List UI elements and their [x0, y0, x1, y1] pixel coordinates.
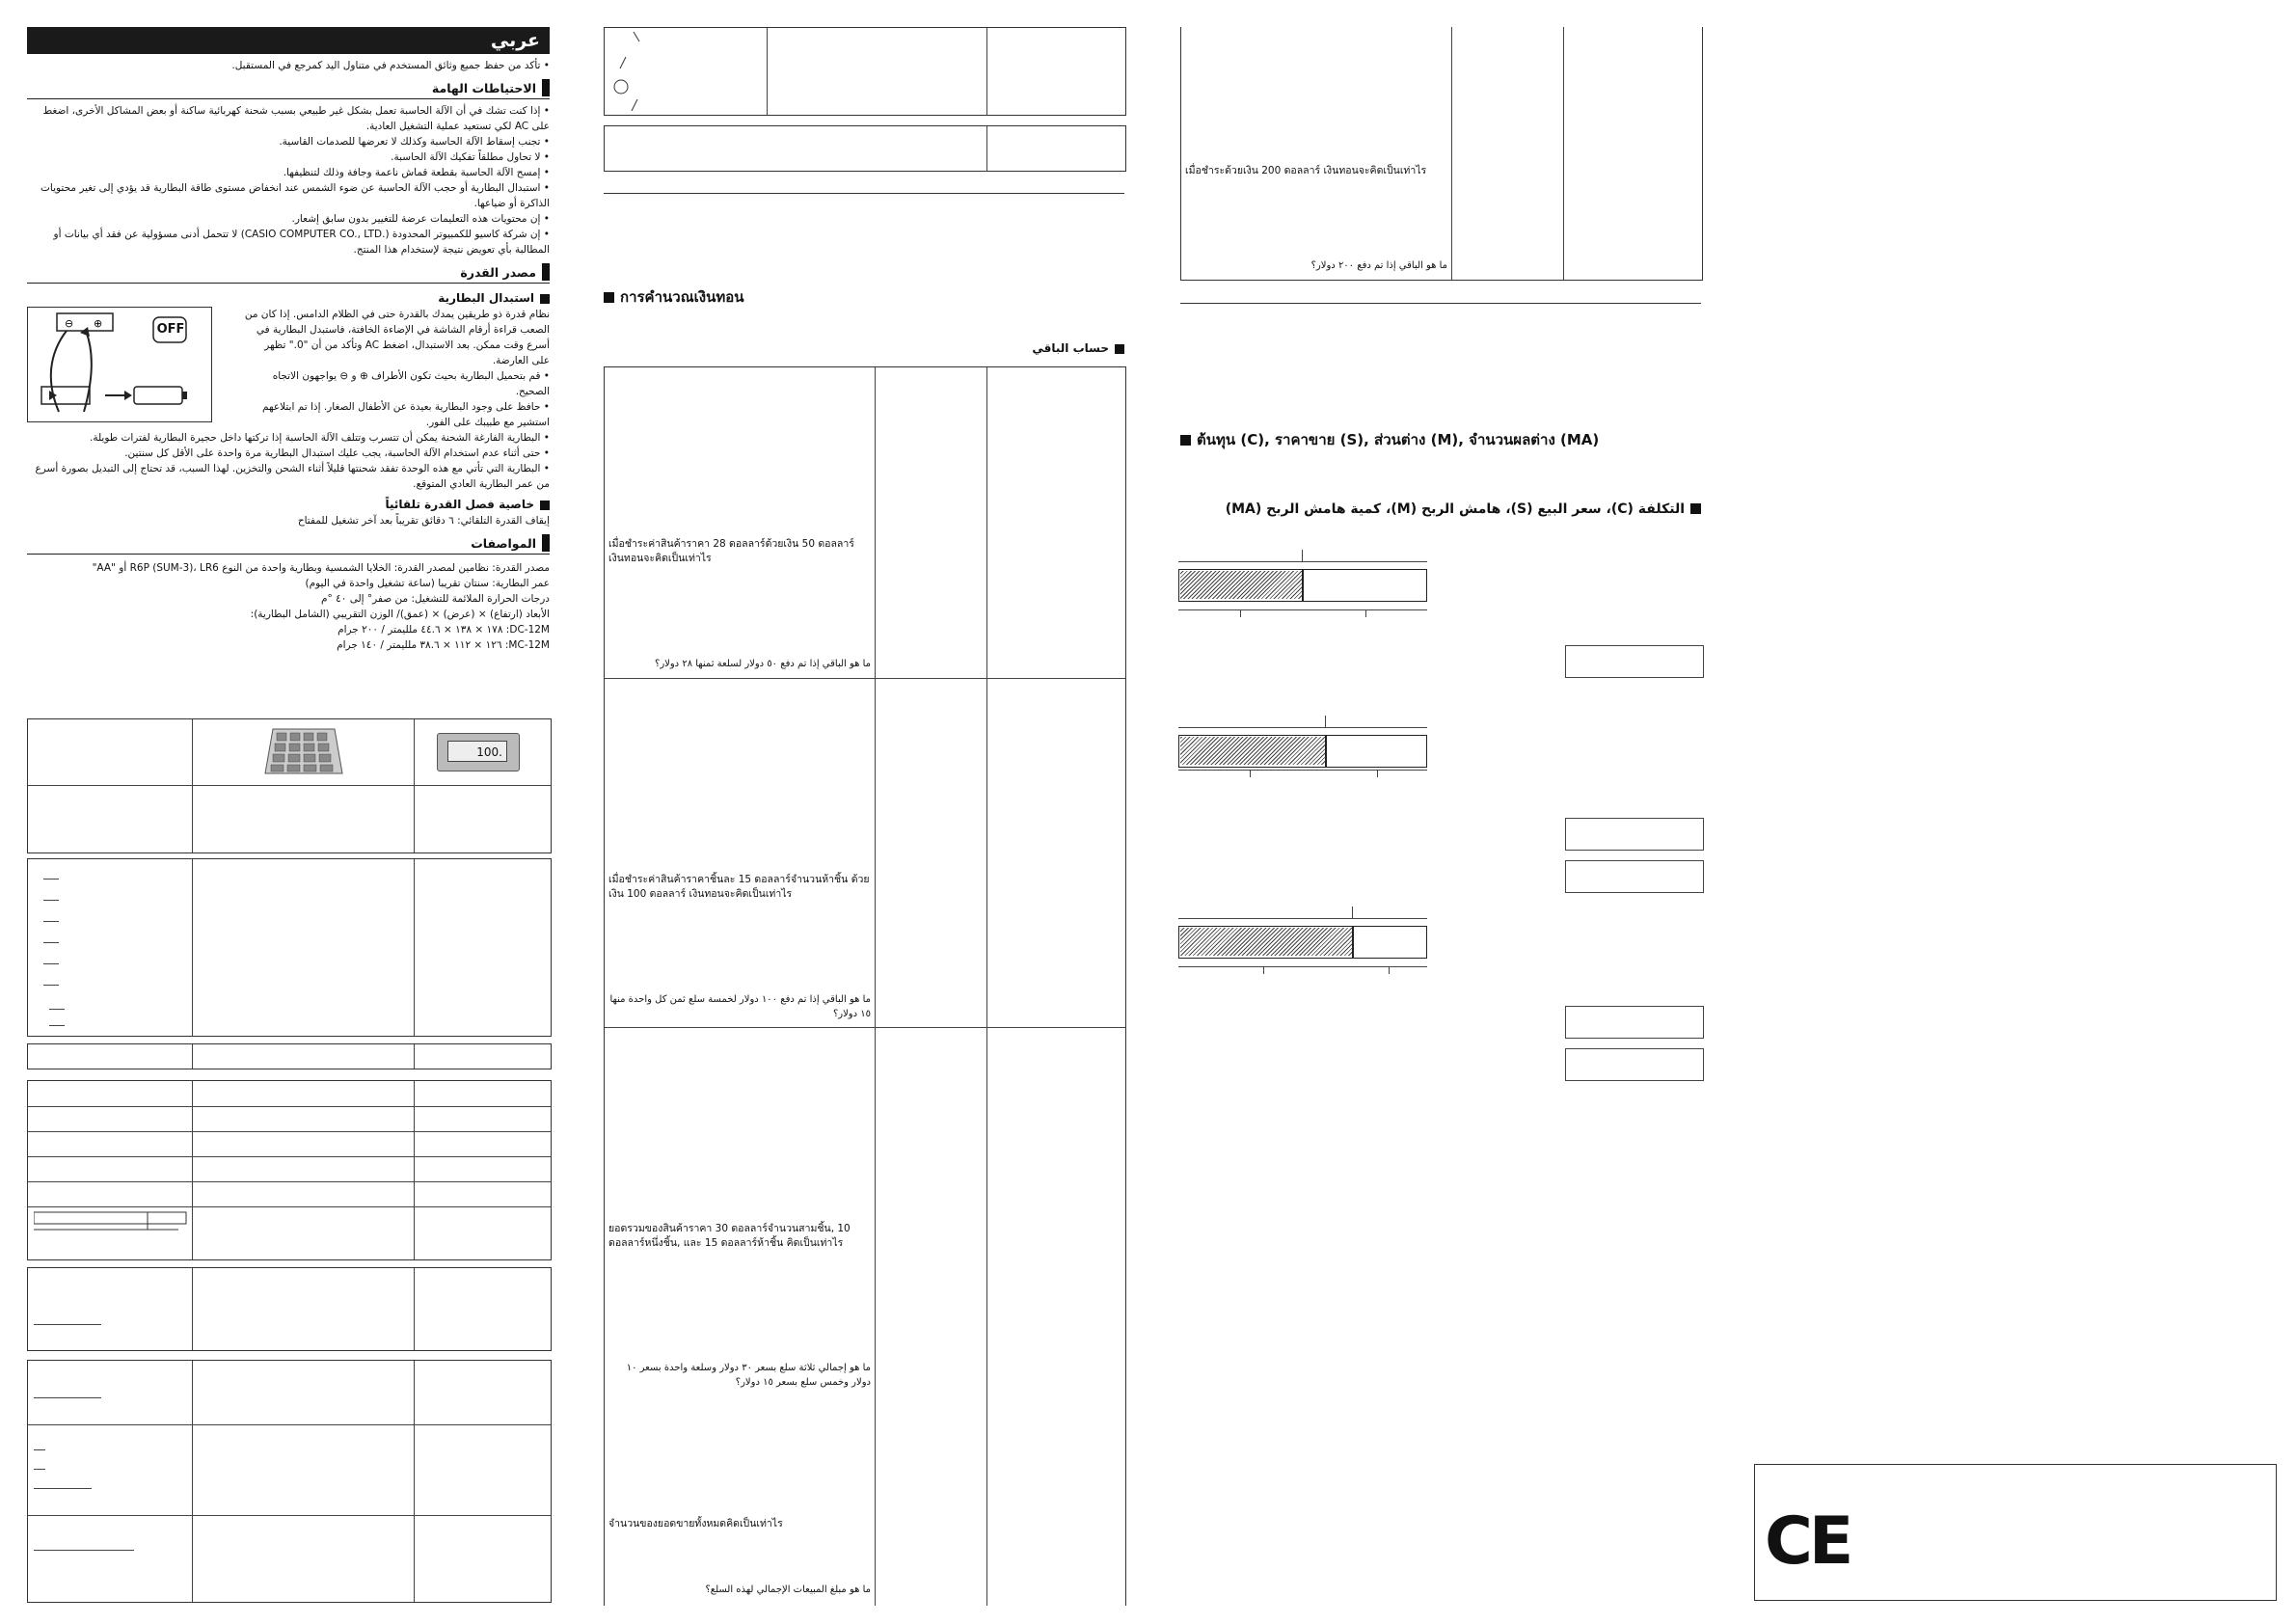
divider: [604, 193, 1124, 194]
divider: [1180, 303, 1701, 304]
precautions-list: [27, 103, 550, 257]
bar-hatched-cost: [1180, 571, 1302, 599]
battery-line: • حتى أثناء عدم استخدام الآلة الحاسبة، يجب عليك استبدال البطارية مرة واحدة على الأقل كل سنتين.: [124, 447, 550, 459]
specs-list: [27, 560, 550, 653]
battery-line: استشير مع طبيبك على الفور.: [425, 417, 550, 428]
precaution-line: المطالبة بأي تعويض نتيجة لإستخدام هذا المنتج.: [353, 244, 550, 256]
keypad-display-table: [27, 718, 552, 853]
svg-text:⊖: ⊖: [65, 317, 74, 330]
question-thai: เมื่อชำระค่าสินค้าราคาชิ้นละ 15 ดอลลาร์จำนวนห้าชิ้น ด้วยเงิน 100 ดอลลาร์ เงินทอนจะคิดเป็นเท่าไร: [608, 874, 870, 900]
question-thai: จำนวนของยอดขายทั้งหมดคิดเป็นเท่าไร: [608, 1518, 783, 1529]
precaution-line: • إن شركة كاسيو للكمبيوتر المحدودة (.CASIO COMPUTER CO., LTD) لا تتحمل أدنى مسؤولية عن فقد أي بيانات أو: [53, 229, 550, 240]
precaution-line: • إذا كنت تشك في أن الآلة الحاسبة تعمل بشكل غير طبيعي بسبب شحنة كهربائية ساكنة أو بعض المشاكل الأخرى، اضغط: [42, 105, 550, 117]
cost-heading-arabic: التكلفة (C)، سعر البيع (S)، هامش الربح (M)، كمية هامش الربح (MA): [1180, 501, 1701, 517]
arabic-column: [27, 27, 550, 653]
intro-text: • تأكد من حفظ جميع وثائق المستخدم في متناول اليد كمرجع في المستقبل.: [231, 60, 550, 71]
square-bullet-icon: [604, 292, 614, 303]
key-table: [27, 858, 552, 1037]
answer-box: [1565, 1006, 1704, 1039]
precaution-line: • إمسح الآلة الحاسبة بقطعة قماش ناعمة وجافة وذلك لتنظيفها.: [283, 167, 550, 178]
battery-line: من عمر البطارية العادي المتوقع.: [413, 478, 550, 490]
bar-hatched-cost: [1180, 928, 1352, 956]
change-table: [604, 366, 1126, 1606]
battery-diagram: [27, 307, 212, 422]
precaution-line: • لا تحاول مطلقاً تفكيك الآلة الحاسبة.: [391, 151, 550, 163]
spec-line: الأبعاد (ارتفاع) × (عرض) × (عمق)/ الوزن التقريبي (الشامل البطارية):: [250, 609, 550, 620]
battery-line: • حافظ على وجود البطارية بعيدة عن الأطفال الصغار. إذا تم ابتلاعهم: [262, 401, 550, 413]
battery-section: [27, 307, 550, 480]
question-arabic: ما هو الباقي إذا تم دفع ١٠٠ دولار لخمسة سلع ثمن كل واحدة منها ١٥ دولار؟: [609, 994, 871, 1019]
key-table-row: [27, 1043, 552, 1069]
off-key-label: OFF: [156, 322, 185, 337]
spec-line: DC-12M: ١٧٨ × ١٣٨ × ٤٤.٦ ملليمتر / ٢٠٠ جرام: [338, 624, 550, 636]
battery-line: • البطارية الفارغة الشحنة يمكن أن تتسرب وتتلف الآلة الحاسبة إذا تركتها داخل حجيرة البطارية لفترات طويلة.: [89, 432, 550, 444]
example-table-2: [27, 1360, 552, 1603]
second-example-table: [604, 125, 1126, 172]
question-thai: เมื่อชำระด้วยเงิน 200 ดอลลาร์ เงินทอนจะคิดเป็นเท่าไร: [1185, 165, 1427, 176]
display-readout: 100.: [447, 741, 507, 762]
battery-line: الصعب قراءة أرقام الشاشة في الإضاءة الخافتة، فاستبدل البطارية في: [256, 324, 550, 336]
language-title: عربي: [27, 27, 550, 54]
square-bullet-icon: [540, 294, 550, 304]
top-right-table: [1180, 27, 1703, 281]
example-table-1: [27, 1267, 552, 1351]
auto-off-heading: خاصية فصل القدرة تلقائياً: [27, 498, 550, 511]
question-arabic: ما هو إجمالي ثلاثة سلع بسعر ٣٠ دولار وسلعة واحدة بسعر ١٠ دولار وخمس سلع بسعر ١٥ دولار؟: [626, 1363, 871, 1388]
margin-bar-2: [1178, 716, 1429, 785]
answer-box: [1565, 645, 1704, 678]
answer-box: [1565, 1048, 1704, 1081]
margin-bar-3: [1178, 907, 1429, 976]
battery-instructions: [220, 307, 550, 430]
spec-line: درجات الحرارة الملائمة للتشغيل: من صفر° إلى ٤٠ °م: [320, 593, 550, 605]
specs-heading: المواصفات: [27, 532, 550, 555]
display-icon: [437, 733, 520, 771]
battery-line: • البطارية التي تأتي مع هذه الوحدة تفقد شحنتها قليلاً أثناء الشحن والتخزين. لهذا السبب، قد تحتاج إلى التبديل بصورة أسرع: [35, 463, 550, 474]
svg-text:⊕: ⊕: [94, 317, 103, 330]
answer-box: [1565, 818, 1704, 851]
scale-icon: [34, 1210, 188, 1233]
square-bullet-icon: [1115, 344, 1124, 354]
precautions-heading: الاحتياطات الهامة: [27, 77, 550, 99]
battery-line: أسرع وقت ممكن. بعد الاستبدال، اضغط AC وتأكد من أن "0." تظهر: [264, 339, 550, 351]
square-bullet-icon: [540, 501, 550, 510]
precaution-line: • تجنب إسقاط الآلة الحاسبة وكذلك لا تعرضها للصدمات القاسية.: [279, 136, 550, 148]
question-arabic: ما هو الباقي إذا تم دفع ٥٠ دولار لسلعة ثمنها ٢٨ دولار؟: [655, 659, 871, 669]
cost-heading-thai: ต้นทุน (C), ราคาขาย (S), ส่วนต่าง (M), จำนวนผลต่าง (MA): [1180, 428, 1599, 451]
question-thai: ยอดรวมของสินค้าราคา 30 ดอลลาร์จำนวนสามชิ้น, 10 ดอลลาร์หนึ่งชิ้น, และ 15 ดอลลาร์ห้าชิ้น คิดเป็นเท่าไร: [608, 1223, 851, 1249]
change-subheading: حساب الباقي: [964, 341, 1124, 355]
spec-line: MC-12M: ١٢٦ × ١١٢ × ٣٨.٦ ملليمتر / ١٤٠ جرام: [337, 639, 550, 651]
question-thai: เมื่อชำระค่าสินค้าราคา 28 ดอลลาร์ด้วยเงิน 50 ดอลลาร์ เงินทอนจะคิดเป็นเท่าไร: [608, 538, 854, 564]
square-bullet-icon: [1690, 503, 1701, 514]
battery-line: على العارضة.: [492, 355, 550, 366]
battery-line: الصحيح.: [515, 386, 550, 397]
precaution-line: الذاكرة أو ضياعها.: [473, 198, 550, 209]
battery-line: • قم بتحميل البطارية بحيث تكون الأطراف ⊕ و ⊖ يواجهون الاتجاه: [272, 370, 550, 382]
bar-hatched-cost: [1180, 737, 1325, 765]
function-table: [27, 1080, 552, 1260]
battery-line: نظام قدرة ذو طريقين يمدك بالقدرة حتى في الظلام الدامس. إذا كان من: [244, 309, 550, 320]
section-mark: [542, 534, 550, 552]
precaution-line: على AC لكي تستعيد عملية التشغيل العادية.: [365, 121, 550, 132]
change-heading: การคำนวณเงินทอน: [604, 285, 743, 309]
stroke-marks-icon: [612, 30, 651, 111]
section-mark: [542, 79, 550, 96]
spec-line: عمر البطارية: سنتان تقريبا (ساعة تشغيل واحدة في اليوم): [305, 578, 550, 589]
section-mark: [542, 263, 550, 281]
battery-heading: استبدال البطارية: [27, 291, 550, 305]
ce-box: [1754, 1464, 2277, 1601]
answer-box: [1565, 860, 1704, 893]
question-arabic: ما هو مبلغ المبيعات الإجمالي لهذه السلع؟: [705, 1584, 871, 1595]
ce-mark-icon: CE: [1765, 1503, 1850, 1580]
question-arabic: ما هو الباقي إذا تم دفع ٢٠٠ دولار؟: [1310, 260, 1447, 271]
margin-bar-1: [1178, 550, 1429, 619]
precaution-line: • استبدال البطارية أو حجب الآلة الحاسبة عن ضوء الشمس عند انخفاض مستوى طاقة البطارية قد يؤدي إلى تغير محتويات: [41, 182, 550, 194]
power-heading: مصدر القدرة: [27, 261, 550, 284]
square-bullet-icon: [1180, 435, 1191, 446]
spec-line: مصدر القدرة: نظامين لمصدر القدرة: الخلايا الشمسية وبطارية واحدة من النوع R6P (SUM-3)، LR6 أو "AA": [92, 562, 550, 574]
auto-off-text: إيقاف القدرة التلقائي: ٦ دقائق تقريباً بعد آخر تشغيل للمفتاح: [297, 515, 550, 527]
keypad-icon: [263, 727, 344, 775]
precaution-line: • إن محتويات هذه التعليمات عرضة للتغيير بدون سابق إشعار.: [291, 213, 550, 225]
top-example-table: [604, 27, 1126, 116]
